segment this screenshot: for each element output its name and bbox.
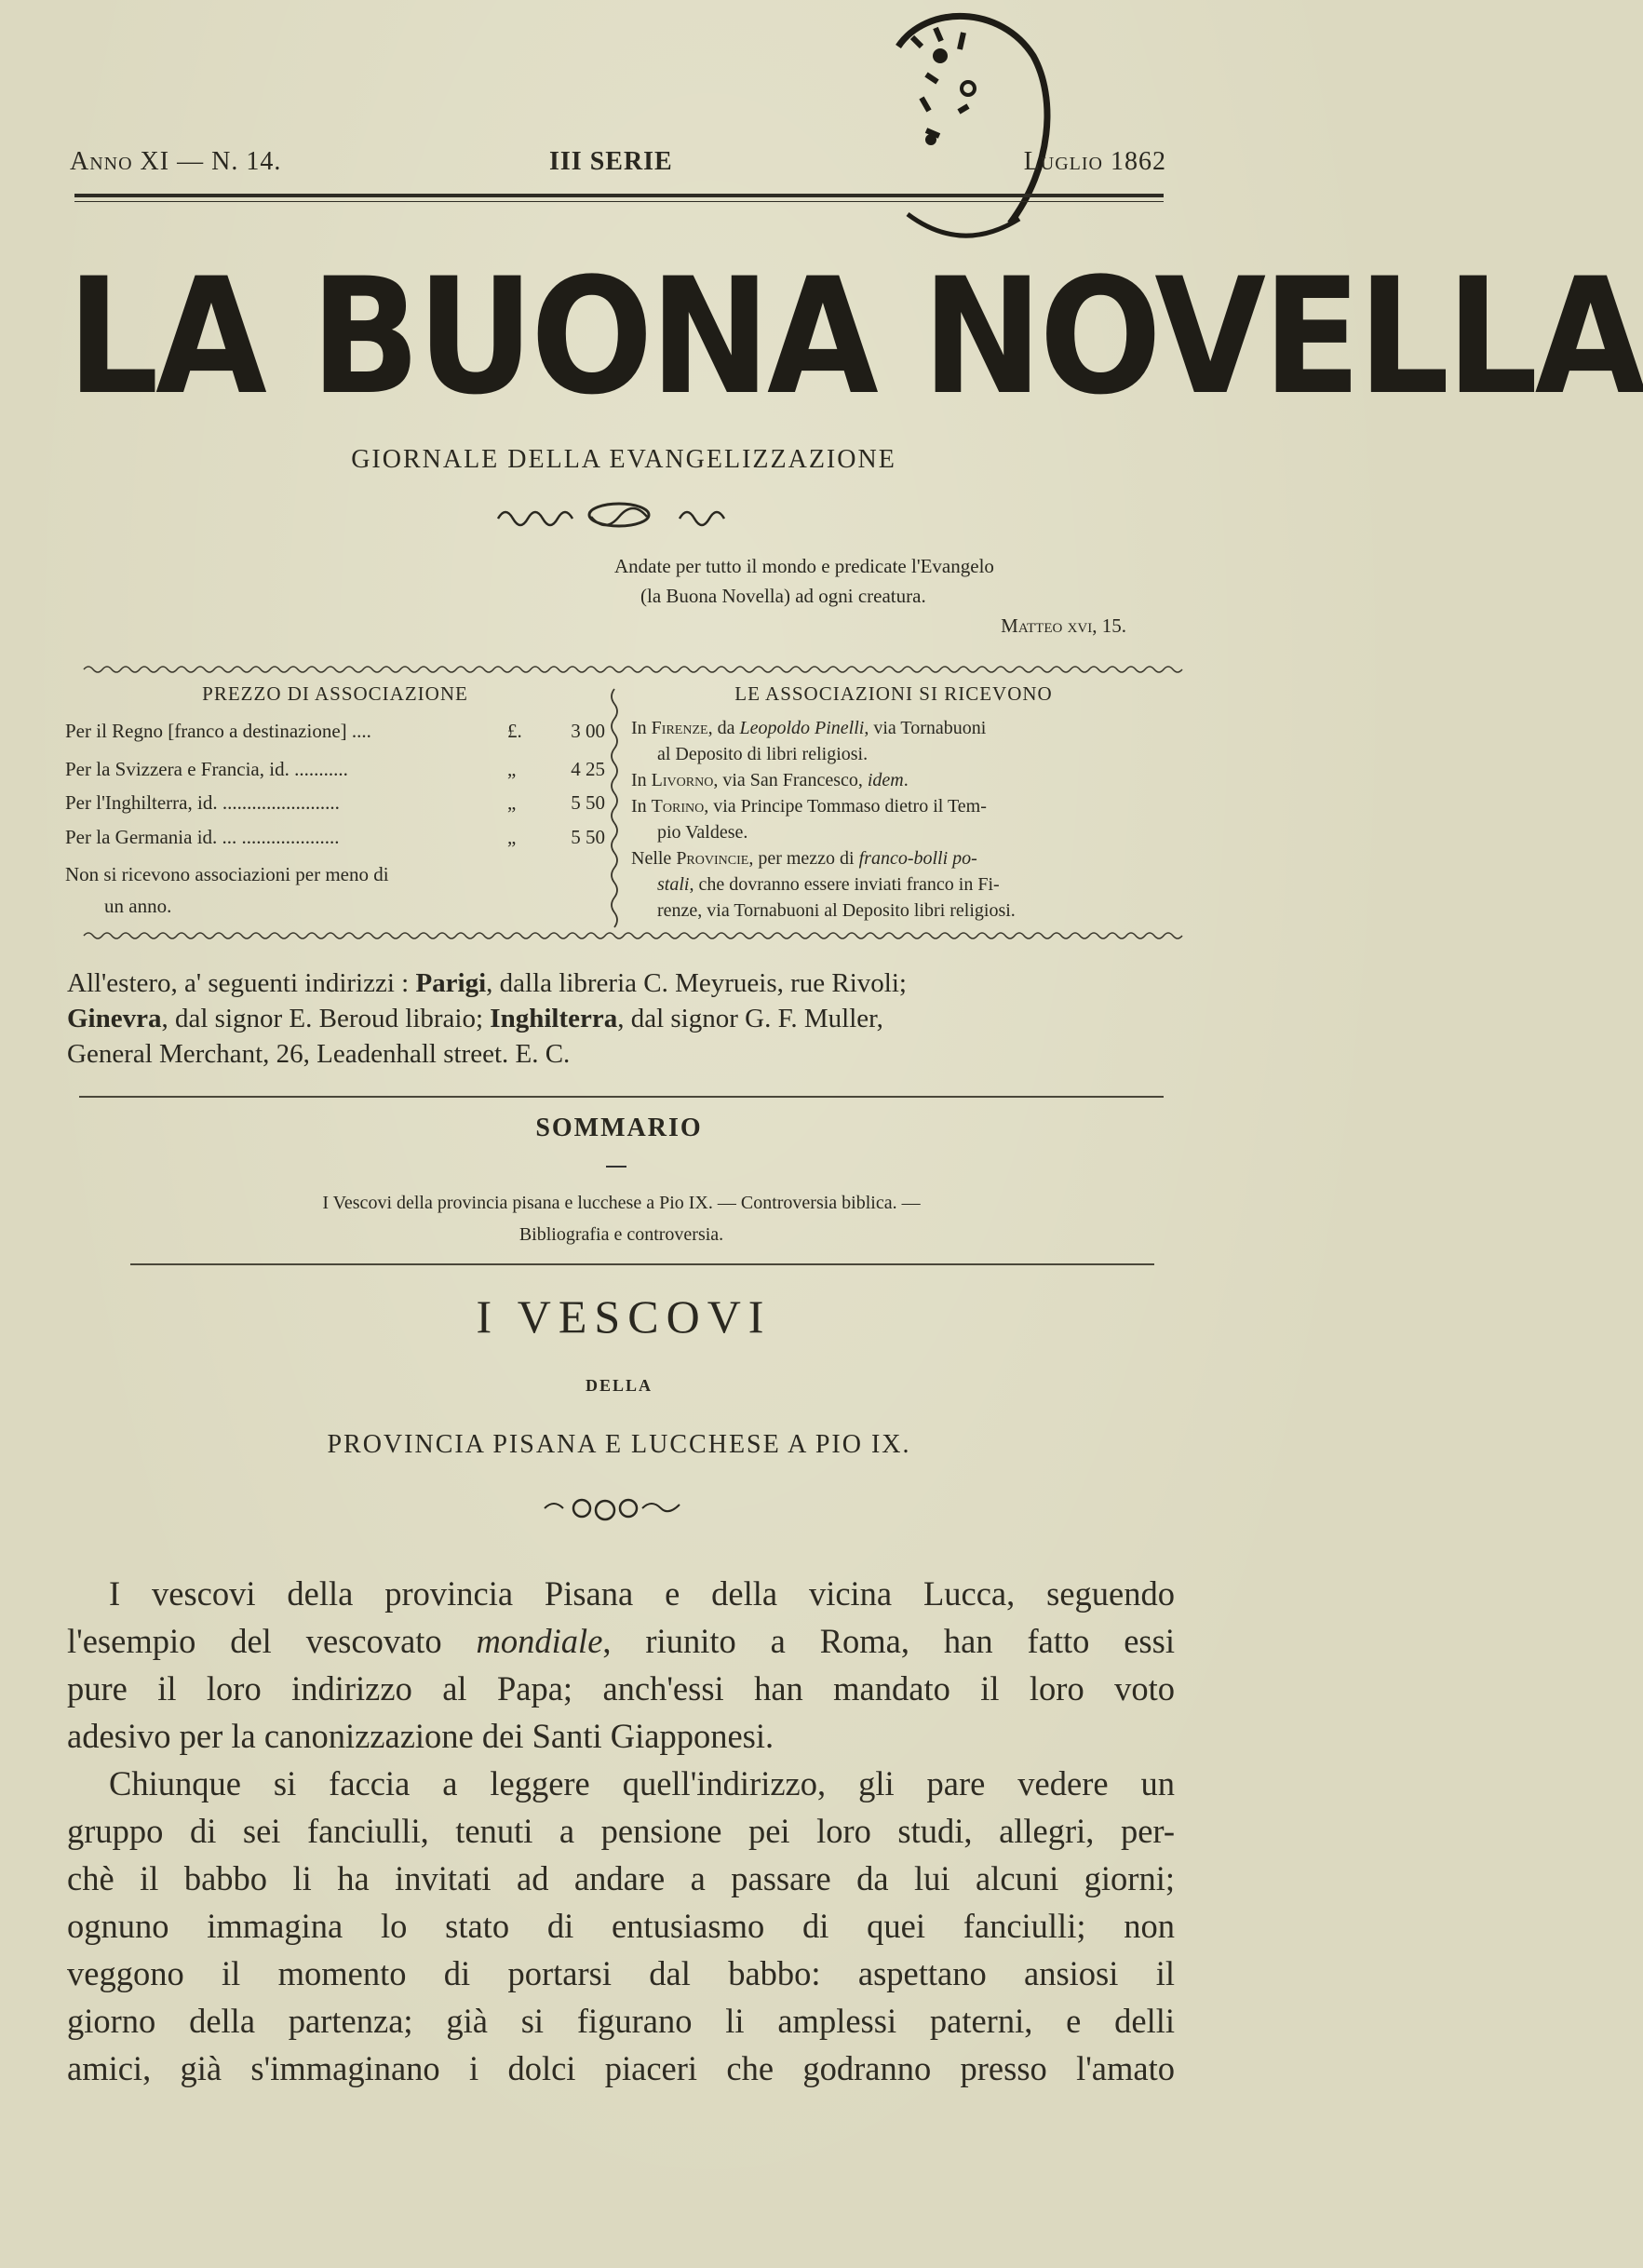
body-line: amici, già s'immaginano i dolci piaceri che godranno presso l'amato xyxy=(67,2049,1175,2087)
subscription-line: al Deposito di libri religiosi. xyxy=(657,744,869,764)
body-line: chè il babbo li ha invitati ad andare a passare da lui alcuni giorni; xyxy=(67,1859,1175,1897)
article-title: I VESCOVI xyxy=(476,1290,772,1343)
prices-heading: PREZZO DI ASSOCIAZIONE xyxy=(202,682,468,705)
epigraph xyxy=(614,551,1164,641)
subscription-line xyxy=(631,767,1173,793)
city-name: Parigi xyxy=(415,968,487,998)
body-line: l'esempio del vescovato mondiale, riunito a Roma, han fatto essi xyxy=(67,1622,1175,1660)
epigraph-citation: Matteo xvi, 15. xyxy=(1001,614,1126,637)
price-amount: 3 00 xyxy=(571,720,605,742)
price-label: Per la Svizzera e Francia, id. ........... xyxy=(65,758,348,780)
price-amount: 4 25 xyxy=(571,758,605,780)
city-name: Torino xyxy=(651,796,705,817)
article-della: DELLA xyxy=(585,1376,653,1395)
city-name: Livorno xyxy=(651,770,714,790)
country-name: Inghilterra xyxy=(490,1004,618,1033)
subscriptions-heading: LE ASSOCIAZIONI SI RICEVONO xyxy=(734,682,1053,705)
price-amount: 5 50 xyxy=(571,791,605,814)
abroad-line xyxy=(67,1001,1175,1036)
note-line: un anno. xyxy=(104,895,172,917)
body-line: ognuno immagina lo stato di entusiasmo di quei fanciulli; non xyxy=(67,1907,1175,1945)
text: , dal signor E. Beroud libraio; xyxy=(161,1004,491,1033)
wavy-rule xyxy=(84,929,1164,942)
article-body xyxy=(67,1570,1175,2092)
body-line: gruppo di sei fanciulli, tenuti a pensione pei loro studi, allegri, per- xyxy=(67,1812,1175,1850)
price-label: Per la Germania id. ... .................... xyxy=(65,826,340,848)
summary-title: SOMMARIO xyxy=(535,1114,703,1142)
subscription-line xyxy=(631,715,1173,741)
abroad-line xyxy=(67,965,1175,1001)
text: All'estero, a' seguenti indirizzi : xyxy=(67,968,416,998)
issue-line xyxy=(70,147,1166,184)
text: In xyxy=(631,718,652,738)
text: Nelle xyxy=(631,848,677,869)
text: , via Tornabuoni xyxy=(864,718,987,738)
price-currency: „ xyxy=(507,758,517,780)
text: , che dovranno essere inviati franco in Fi- xyxy=(689,874,1000,895)
issue-number: Anno XI — N. 14. xyxy=(70,147,282,176)
price-currency: „ xyxy=(507,826,517,848)
masthead-title: LA BUONA NOVELLA xyxy=(67,243,1643,430)
price-row xyxy=(65,720,605,748)
italic-text: stali xyxy=(657,874,690,895)
column-brace-icon xyxy=(605,689,624,926)
body-line: Chiunque si faccia a leggere quell'indirizzo, gli pare vedere un xyxy=(109,1764,1175,1802)
price-note xyxy=(65,858,586,922)
body-line: pure il loro indirizzo al Papa; anch'essi han mandato il loro voto xyxy=(67,1669,1175,1708)
subscription-line xyxy=(631,845,1173,871)
subscription-line xyxy=(631,871,1173,898)
subscription-line: renze, via Tornabuoni al Deposito libri religiosi. xyxy=(657,900,1016,921)
postmark-stamp-icon xyxy=(870,9,1057,251)
summary-line: Bibliografia e controversia. xyxy=(518,1224,724,1245)
text: , via San Francesco, xyxy=(713,770,868,790)
wavy-rule xyxy=(84,663,1164,676)
subscription-line: pio Valdese. xyxy=(657,822,748,843)
body-line: veggono il momento di portarsi dal babbo: aspettano ansiosi il xyxy=(67,1954,1175,1992)
text: In xyxy=(631,770,652,790)
summary-line: I Vescovi della provincia pisana e lucchese a Pio IX. — Controversia biblica. — xyxy=(322,1193,921,1213)
text: In xyxy=(631,796,652,817)
header-rule-thin xyxy=(74,201,1164,202)
price-amount: 5 50 xyxy=(571,826,605,848)
header-rule xyxy=(74,194,1164,197)
note-line: Non si ricevono associazioni per meno di xyxy=(65,863,389,885)
ornament-divider-icon xyxy=(540,1490,689,1527)
text: , dalla libreria C. Meyrueis, rue Rivoli; xyxy=(486,968,907,998)
body-line: adesivo per la canonizzazione dei Santi Giapponesi. xyxy=(67,1717,774,1755)
series-label: III SERIE xyxy=(549,147,673,176)
city-name: Firenze xyxy=(651,718,708,738)
text: , da xyxy=(707,718,740,738)
text: , per mezzo di xyxy=(748,848,859,869)
idem-text: idem xyxy=(867,770,904,790)
article-subtitle: PROVINCIA PISANA E LUCCHESE A PIO IX. xyxy=(327,1430,911,1459)
subscriptions-list xyxy=(631,715,1173,924)
epigraph-line: Andate per tutto il mondo e predicate l'Evangelo xyxy=(614,555,994,577)
section-rule xyxy=(130,1263,1154,1265)
text: , via Principe Tommaso dietro il Tem- xyxy=(704,796,987,817)
italic-word: mondiale xyxy=(476,1622,603,1660)
price-currency: £. xyxy=(507,720,522,742)
region-name: Provincie xyxy=(676,848,749,869)
text: , dal signor G. F. Muller, xyxy=(617,1004,883,1033)
italic-text: franco-bolli po- xyxy=(858,848,977,869)
subscription-line xyxy=(631,793,1173,819)
price-row xyxy=(65,758,605,786)
abroad-line: General Merchant, 26, Leadenhall street. E. C. xyxy=(67,1039,571,1069)
city-name: Ginevra xyxy=(67,1004,162,1033)
ornament-divider-icon xyxy=(493,498,745,535)
epigraph-line: (la Buona Novella) ad ogni creatura. xyxy=(640,585,926,607)
price-currency: „ xyxy=(507,791,517,814)
summary-text xyxy=(130,1187,1112,1250)
abroad-addresses xyxy=(67,965,1175,1072)
price-label: Per l'Inghilterra, id. ........................ xyxy=(65,791,340,814)
agent-name: Leopoldo Pinelli xyxy=(739,718,865,738)
summary-dash xyxy=(606,1166,626,1168)
body-line: giorno della partenza; già si figurano li amplessi paterni, e delli xyxy=(67,2002,1175,2040)
masthead-subtitle: GIORNALE DELLA EVANGELIZZAZIONE xyxy=(351,445,896,474)
price-label: Per il Regno [franco a destinazione] .... xyxy=(65,720,371,742)
issue-date: Luglio 1862 xyxy=(1023,147,1166,176)
text: . xyxy=(903,770,909,790)
price-row xyxy=(65,791,605,819)
body-line: I vescovi della provincia Pisana e della vicina Lucca, seguendo xyxy=(109,1574,1175,1613)
section-rule xyxy=(79,1096,1164,1098)
price-row xyxy=(65,826,605,854)
